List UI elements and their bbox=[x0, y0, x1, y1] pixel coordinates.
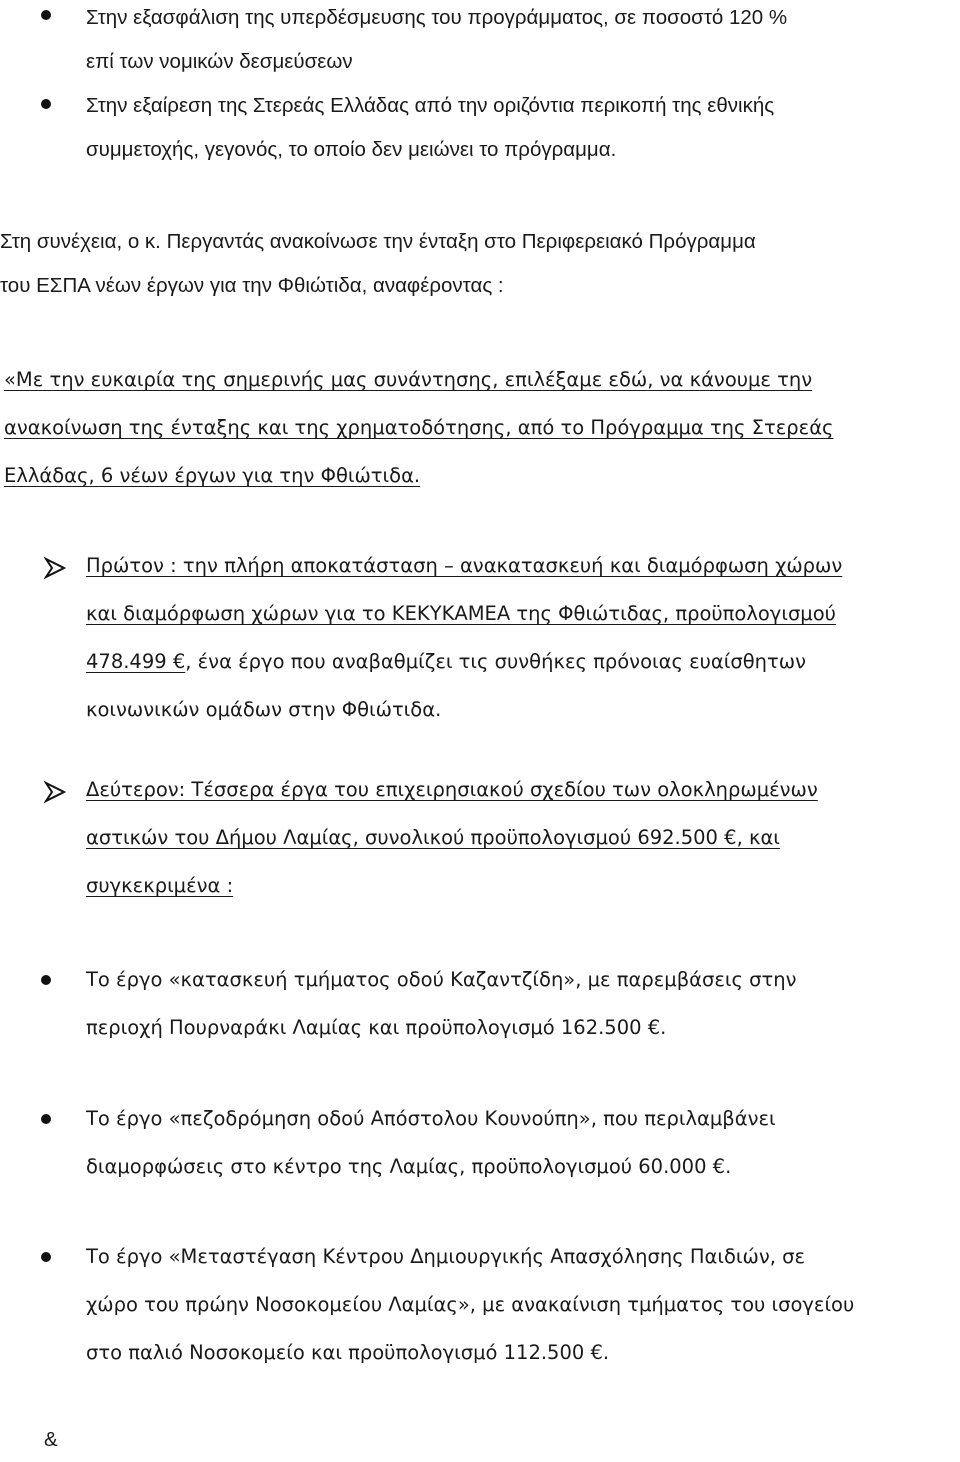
text-line: Στην εξασφάλιση της υπερδέσμευσης του προγράμματος, σε ποσοστό 120 % bbox=[86, 6, 788, 29]
quote-paragraph bbox=[4, 356, 834, 500]
text-line: αστικών του Δήμου Λαμίας, συνολικού προϋπολογισμού 692.500 €, και bbox=[86, 826, 780, 849]
intro-paragraph bbox=[0, 220, 756, 308]
work-item-2 bbox=[86, 1095, 776, 1191]
text-line: περιοχή Πουρναράκι Λαμίας και προϋπολογισμό 162.500 €. bbox=[86, 1016, 667, 1039]
arrow-bullet-icon bbox=[44, 557, 66, 579]
text-line: επί των νομικών δεσμεύσεων bbox=[86, 50, 353, 73]
top-bullet-1 bbox=[86, 0, 787, 84]
text-line: διαμορφώσεις στο κέντρο της Λαμίας, προϋπολογισμού 60.000 €. bbox=[86, 1155, 732, 1178]
text-line: Στη συνέχεια, ο κ. Περγαντάς ανακοίνωσε την ένταξη στο Περιφερειακό Πρόγραμμα bbox=[0, 230, 756, 253]
top-bullet-2 bbox=[86, 84, 774, 172]
text-line: του ΕΣΠΑ νέων έργων για την Φθιώτιδα, αναφέροντας : bbox=[0, 274, 504, 297]
text-line: Το έργο «κατασκευή τμήματος οδού Καζαντζίδη», με παρεμβάσεις στην bbox=[86, 968, 797, 991]
text-line: ανακοίνωση της ένταξης και της χρηματοδότησης, από το Πρόγραμμα της Στερεάς bbox=[4, 416, 834, 439]
bullet-dot bbox=[41, 975, 51, 985]
text-line: Το έργο «πεζοδρόμηση οδού Απόστολου Κουνούπη», που περιλαμβάνει bbox=[86, 1107, 776, 1130]
amount-underlined: 478.499 € bbox=[86, 650, 186, 673]
arrow-item-first bbox=[86, 542, 842, 734]
text-line: συμμετοχής, γεγονός, το οποίο δεν μειώνει το πρόγραμμα. bbox=[86, 138, 617, 161]
text-rest: , ένα έργο που αναβαθμίζει τις συνθήκες πρόνοιας ευαίσθητων bbox=[185, 650, 806, 673]
text-line: Δεύτερον: Τέσσερα έργα του επιχειρησιακού σχεδίου των ολοκληρωμένων bbox=[86, 778, 818, 801]
bullet-dot bbox=[41, 10, 51, 20]
text-line: Στην εξαίρεση της Στερεάς Ελλάδας από την οριζόντια περικοπή της εθνικής bbox=[86, 94, 775, 117]
text-line: Το έργο «Μεταστέγαση Κέντρου Δημιουργικής Απασχόλησης Παιδιών, σε bbox=[86, 1245, 806, 1268]
bullet-dot bbox=[41, 1114, 51, 1124]
text-line: στο παλιό Νοσοκομείο και προϋπολογισμό 112.500 €. bbox=[86, 1341, 610, 1364]
text-line: συγκεκριμένα : bbox=[86, 874, 234, 897]
arrow-item-second bbox=[86, 766, 818, 910]
arrow-bullet-icon bbox=[44, 781, 66, 803]
work-item-3 bbox=[86, 1233, 854, 1377]
text-line: «Με την ευκαιρία της σημερινής μας συνάντησης, επιλέξαμε εδώ, να κάνουμε την bbox=[4, 368, 813, 391]
bullet-dot bbox=[41, 1252, 51, 1262]
footer-mark: & bbox=[44, 1428, 58, 1451]
text-line: Ελλάδας, 6 νέων έργων για την Φθιώτιδα. bbox=[4, 464, 421, 487]
work-item-1 bbox=[86, 956, 797, 1052]
bullet-dot bbox=[41, 99, 51, 109]
text-line: χώρο του πρώην Νοσοκομείου Λαμίας», με ανακαίνιση τμήματος του ισογείου bbox=[86, 1293, 855, 1316]
text-line: και διαμόρφωση χώρων για το ΚΕΚΥΚΑΜΕΑ της Φθιώτιδας, προϋπολογισμού bbox=[86, 602, 836, 625]
text-line: κοινωνικών ομάδων στην Φθιώτιδα. bbox=[86, 698, 442, 721]
text-line: Πρώτον : την πλήρη αποκατάσταση – ανακατασκευή και διαμόρφωση χώρων bbox=[86, 554, 843, 577]
text-line bbox=[86, 638, 842, 686]
